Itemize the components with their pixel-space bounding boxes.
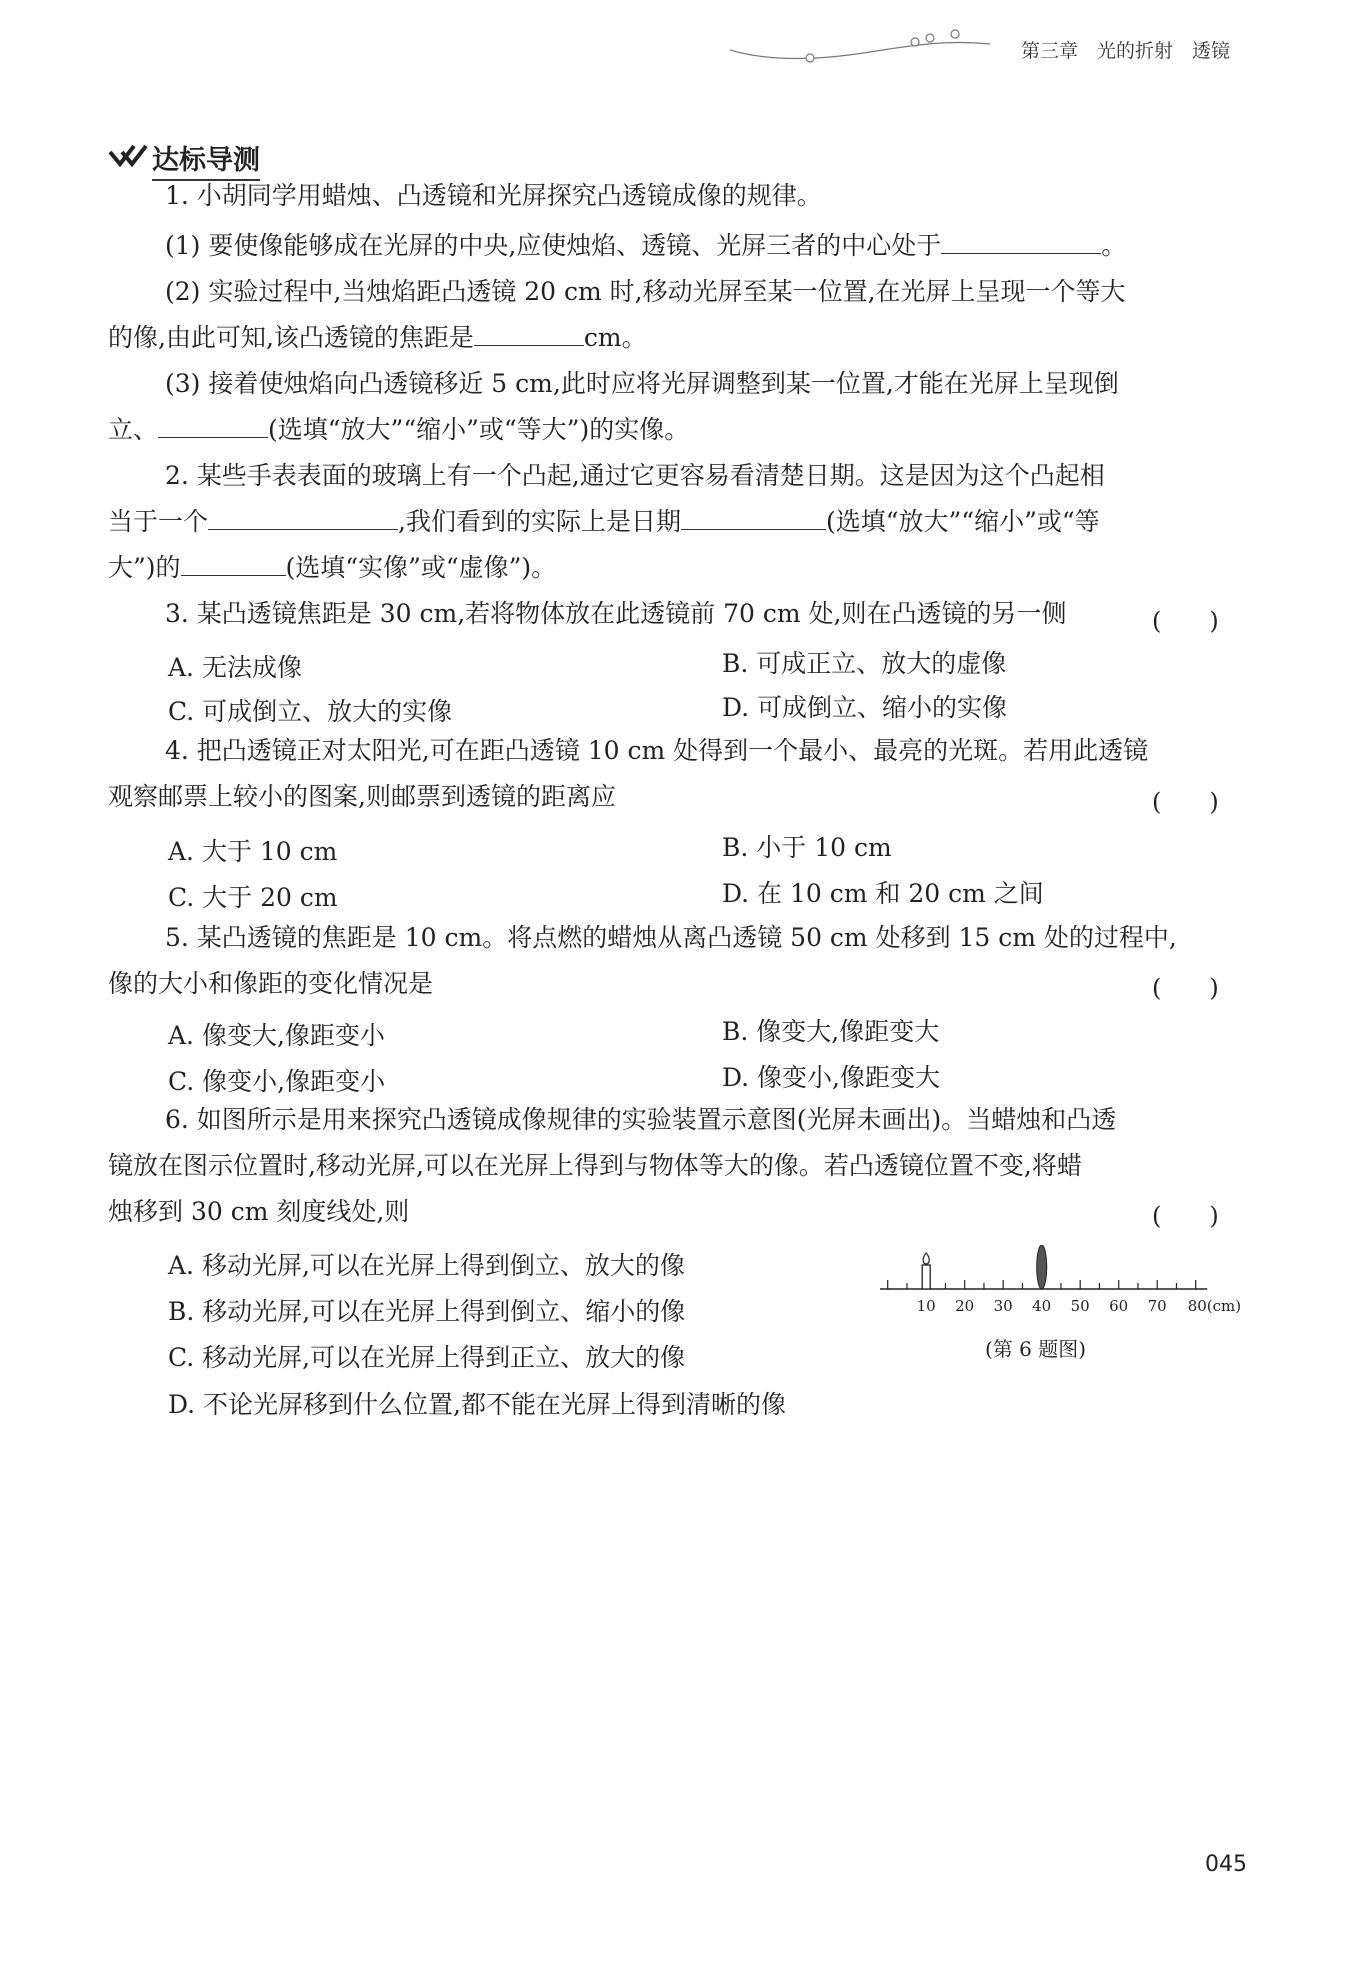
q6-line2: 镜放在图示位置时,移动光屏,可以在光屏上得到与物体等大的像。若凸透镜位置不变,将蜡 xyxy=(108,1151,1082,1180)
bench-tick-label: 20 xyxy=(955,1297,975,1315)
section-title: 达标导测 xyxy=(152,138,260,181)
q2-line2 xyxy=(108,504,1100,540)
q1-part3-line2 xyxy=(108,412,689,448)
q2-blank-3[interactable] xyxy=(181,551,286,576)
q6-line1: 6. 如图所示是用来探究凸透镜成像规律的实验装置示意图(光屏未画出)。当蜡烛和凸透 xyxy=(165,1105,1117,1134)
q2-line1: 2. 某些手表表面的玻璃上有一个凸起,通过它更容易看清楚日期。这是因为这个凸起相 xyxy=(165,461,1105,490)
double-check-icon xyxy=(108,142,148,168)
q1-stem: 1. 小胡同学用蜡烛、凸透镜和光屏探究凸透镜成像的规律。 xyxy=(165,181,822,210)
bench-tick-label: 40 xyxy=(1032,1297,1052,1315)
q6-answer-paren[interactable]: ( ) xyxy=(1152,1202,1219,1230)
q1-part3-end: (选填“放大”“缩小”或“等大”)的实像。 xyxy=(268,415,690,444)
q1-part2-line1: (2) 实验过程中,当烛焰距凸透镜 20 cm 时,移动光屏至某一位置,在光屏上呈现一个等大 xyxy=(165,277,1126,306)
q1-part2-end: cm。 xyxy=(583,323,647,352)
q4-option-a[interactable]: A. 大于 10 cm xyxy=(168,837,338,866)
q1-blank-2[interactable] xyxy=(474,321,584,346)
q5-line1: 5. 某凸透镜的焦距是 10 cm。将点燃的蜡烛从离凸透镜 50 cm 处移到 15 cm 处的过程中, xyxy=(165,923,1177,952)
q1-part3-line1: (3) 接着使烛焰向凸透镜移近 5 cm,此时应将光屏调整到某一位置,才能在光屏上呈现倒 xyxy=(165,369,1119,398)
q2-blank-2[interactable] xyxy=(681,505,826,530)
q4-line1: 4. 把凸透镜正对太阳光,可在距凸透镜 10 cm 处得到一个最小、最亮的光斑。若用此透镜 xyxy=(165,736,1149,765)
q4-answer-paren[interactable]: ( ) xyxy=(1152,788,1219,816)
q1-blank-1[interactable] xyxy=(941,229,1101,254)
q3-option-a[interactable]: A. 无法成像 xyxy=(168,653,302,682)
q3-stem: 3. 某凸透镜焦距是 30 cm,若将物体放在此透镜前 70 cm 处,则在凸透镜的另一侧 xyxy=(165,599,1067,628)
q2-line3-start: 大”)的 xyxy=(108,553,181,582)
q5-option-c[interactable]: C. 像变小,像距变小 xyxy=(168,1067,386,1096)
q1-part3-start: 立、 xyxy=(108,415,159,444)
q5-option-a[interactable]: A. 像变大,像距变小 xyxy=(168,1021,385,1050)
q3-answer-paren[interactable]: ( ) xyxy=(1152,607,1219,635)
header-wave-decoration xyxy=(730,22,1030,72)
q6-option-d[interactable]: D. 不论光屏移到什么位置,都不能在光屏上得到清晰的像 xyxy=(168,1390,786,1419)
q5-option-d[interactable]: D. 像变小,像距变大 xyxy=(722,1063,940,1092)
chapter-title: 第三章 光的折射 透镜 xyxy=(1020,40,1230,62)
q3-option-c[interactable]: C. 可成倒立、放大的实像 xyxy=(168,697,453,726)
q2-line2-mid: ,我们看到的实际上是日期 xyxy=(398,507,681,536)
q2-line3-end: (选填“实像”或“虚像”)。 xyxy=(285,553,557,582)
q1-part1-text: (1) 要使像能够成在光屏的中央,应使烛焰、透镜、光屏三者的中心处于 xyxy=(165,231,942,260)
q1-part1-end: 。 xyxy=(1101,231,1127,260)
q4-line2: 观察邮票上较小的图案,则邮票到透镜的距离应 xyxy=(108,782,616,811)
q1-part2-text: 的像,由此可知,该凸透镜的焦距是 xyxy=(108,323,474,352)
convex-lens-icon xyxy=(1037,1245,1047,1289)
bench-tick-label: 10 xyxy=(916,1297,936,1315)
q1-blank-3[interactable] xyxy=(158,413,268,438)
q3-option-b[interactable]: B. 可成正立、放大的虚像 xyxy=(722,649,1007,678)
candle-flame-icon xyxy=(923,1253,929,1264)
q6-line3: 烛移到 30 cm 刻度线处,则 xyxy=(108,1197,410,1226)
q4-option-d[interactable]: D. 在 10 cm 和 20 cm 之间 xyxy=(722,879,1044,908)
q3-option-d[interactable]: D. 可成倒立、缩小的实像 xyxy=(722,693,1008,722)
figure-caption: (第 6 题图) xyxy=(985,1337,1087,1361)
q4-option-c[interactable]: C. 大于 20 cm xyxy=(168,883,338,912)
q6-option-b[interactable]: B. 移动光屏,可以在光屏上得到倒立、缩小的像 xyxy=(168,1297,686,1326)
q6-option-a[interactable]: A. 移动光屏,可以在光屏上得到倒立、放大的像 xyxy=(168,1251,685,1280)
bench-tick-label: 60 xyxy=(1109,1297,1129,1315)
bench-tick-label: 70 xyxy=(1147,1297,1167,1315)
page-number: 045 xyxy=(1205,1852,1247,1877)
q2-line3 xyxy=(108,550,556,586)
candle-icon xyxy=(922,1265,930,1289)
page-header xyxy=(730,22,1250,72)
q4-option-b[interactable]: B. 小于 10 cm xyxy=(722,833,892,862)
q5-option-b[interactable]: B. 像变大,像距变大 xyxy=(722,1017,940,1046)
q6-option-c[interactable]: C. 移动光屏,可以在光屏上得到正立、放大的像 xyxy=(168,1343,686,1372)
q5-answer-paren[interactable]: ( ) xyxy=(1152,974,1219,1002)
q2-line2-start: 当于一个 xyxy=(108,507,209,536)
q1-part1 xyxy=(165,228,1126,264)
bench-tick-label: 80(cm) xyxy=(1187,1297,1242,1315)
q2-line2-end: (选填“放大”“缩小”或“等 xyxy=(825,507,1100,536)
bench-tick-label: 30 xyxy=(993,1297,1013,1315)
bench-tick-label: 50 xyxy=(1070,1297,1090,1315)
q5-line2: 像的大小和像距的变化情况是 xyxy=(108,969,434,998)
q2-blank-1[interactable] xyxy=(208,505,398,530)
q1-part2-line2 xyxy=(108,320,647,356)
